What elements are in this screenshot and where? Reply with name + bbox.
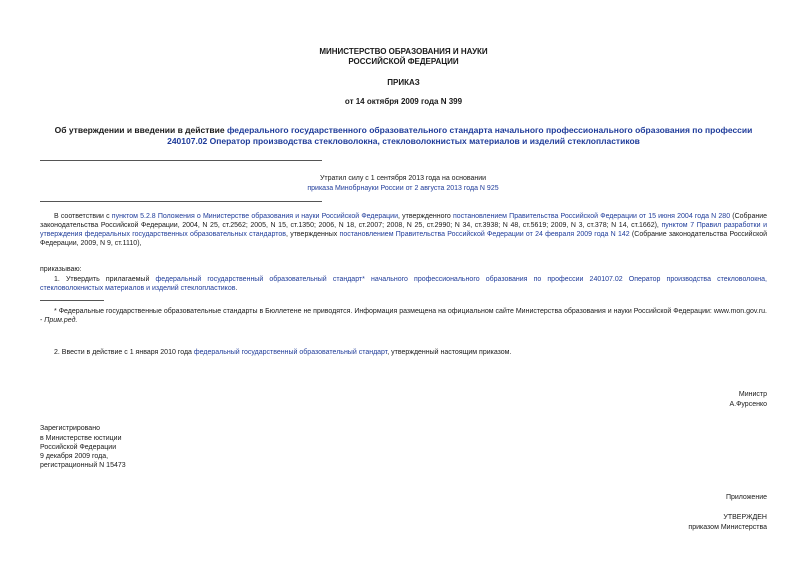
registration-line1: Зарегистрировано (40, 425, 100, 432)
title-text: Об утверждении и введении в действие (54, 125, 227, 135)
appendix-label: Приложение (725, 494, 767, 501)
status-bottom-rule (40, 201, 322, 202)
resolution-142-link[interactable]: постановлением Правительства Российской Федерации от 24 февраля 2009 года N 142 (339, 231, 630, 238)
ministry-name-line1: МИНИСТЕРСТВО ОБРАЗОВАНИЯ И НАУКИ (319, 47, 488, 56)
document-date-number: от 14 октября 2009 года N 399 (344, 97, 463, 106)
resolution-280-link[interactable]: постановлением Правительства Российской Федерации от 15 июня 2004 года N 280 (453, 213, 731, 220)
registration-line4: 9 декабря 2009 года, (40, 453, 109, 460)
registration-line2: в Министерстве юстиции (40, 435, 122, 442)
registration-line3: Российской Федерации (40, 444, 117, 451)
standard-link[interactable]: федеральный государственный образовательный стандарт* начального профессионального образования по профессии 240107.02 Оператор производства стекловолокна, стекловолокнистых материалов и изделий стеклопластиков (40, 276, 768, 292)
signature-role: Министр (738, 391, 767, 398)
document-title (40, 125, 767, 147)
standard-link-2[interactable]: федеральный государственный образовательный стандарт (193, 349, 388, 356)
status-repeal-link[interactable]: приказа Минобрнауки России от 2 августа 2013 года N 925 (307, 185, 499, 192)
rules-link[interactable]: пунктом 7 Правил разработки и утверждения федеральных государственных образовательных стандартов (40, 222, 767, 238)
footnote-paragraph: * Федеральные государственные образовательные стандарты в Бюллетене не приводятся. Информация размещена на официальном сайте Министерства образования и науки Российской Федерации: www.mon.gov.ru. - Прим.ред. (40, 308, 767, 324)
document-type: ПРИКАЗ (387, 78, 420, 87)
registration-line5: регистрационный N 15473 (40, 462, 126, 469)
title-standard-link[interactable]: федерального государственного образовательного стандарта начального профессионального образования по профессии 240107.02 Оператор производства стекловолокна, стекловолокнистых материалов и изделий стеклопластиков (167, 125, 753, 146)
status-text: Утратил силу с 1 сентября 2013 года на основании (319, 175, 487, 182)
editor-note: Прим.ред. (44, 317, 78, 324)
ministry-name-line2: РОССИЙСКОЙ ФЕДЕРАЦИИ (348, 57, 459, 66)
signature-name: А.Фурсенко (729, 401, 767, 408)
regulation-link[interactable]: пунктом 5.2.8 Положения о Министерстве образования и науки Российской Федерации (111, 213, 398, 220)
approved-label: УТВЕРЖДЕН (723, 514, 767, 521)
item-2-paragraph: 2. Ввести в действие с 1 января 2010 года федеральный государственный образовательный стандарт, утвержденный настоящим приказом. (54, 349, 512, 356)
status-top-rule (40, 160, 322, 161)
item-1-paragraph: 1. Утвердить прилагаемый федеральный государственный образовательный стандарт* начального профессионального образования по профессии 240107.02 Оператор производства стекловолокна, стекловолокнистых материалов и изделий стеклопластиков. (40, 276, 768, 292)
approved-by: приказом Министерства (688, 524, 767, 531)
order-word: приказываю: (40, 266, 82, 273)
footnote-rule (40, 300, 104, 301)
preamble-paragraph: В соответствии с пунктом 5.2.8 Положения о Министерстве образования и науки Российской Федерации, утвержденного постановлением Правительства Российской Федерации от 15 июня 2004 года N 280 (Собрание законодательства Российской Федерации, 2004, N 25, ст.2562; 2005, N 15, ст.1350; 2006, N 18, ст.2007; 2008, N 25, ст.2990; N 34, ст.3938; N 48, ст.5619; 2009, N 3, ст.378; N 14, ст.1662), пунктом 7 Правил разработки и утверждения федеральных государственных образовательных стандартов, утвержденных постановлением Правительства Российской Федерации от 24 февраля 2009 года N 142 (Собрание законодательства Российской Федерации, 2009, N 9, ст.1110), (40, 213, 768, 247)
